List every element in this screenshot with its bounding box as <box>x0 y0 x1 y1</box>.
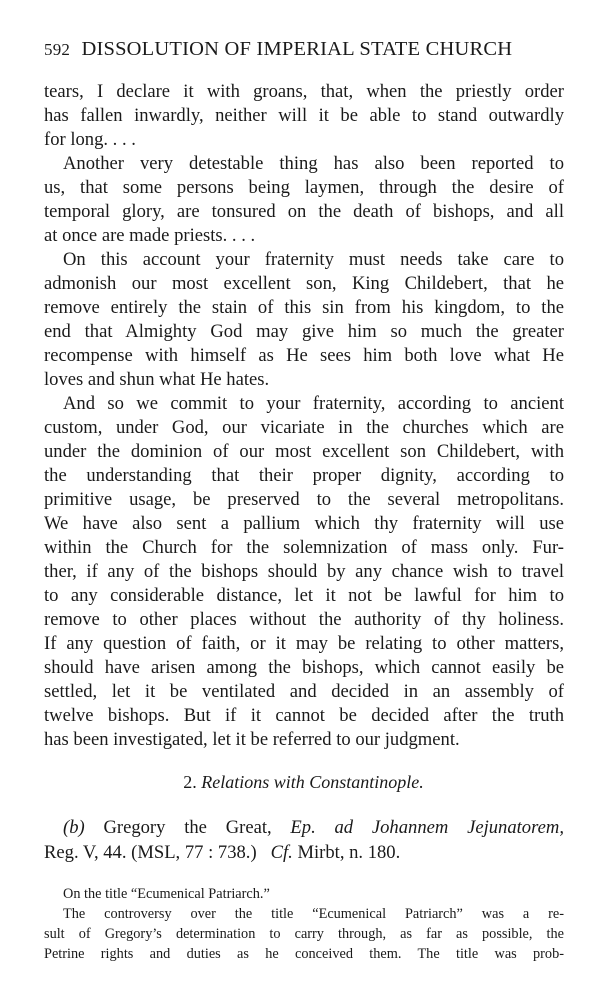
section-number: 2. <box>183 772 197 792</box>
citation-work: Ep. ad Johannem Jejunatorem, <box>290 817 564 838</box>
citation-ref: Reg. V, 44. (MSL, 77 : 738.) <box>44 842 257 863</box>
source-citation <box>44 815 564 865</box>
citation-mirbt: Mirbt, n. 180. <box>297 842 401 863</box>
citation-label: (b) <box>63 817 85 838</box>
text-line: remove entirely the stain of this sin from his kingdom, to the <box>44 297 564 318</box>
text-line: settled, let it be ventilated and decided in an assembly of <box>44 681 564 702</box>
text-line: On this account your fraternity must needs take care to <box>63 249 564 270</box>
text-line: If any question of faith, or it may be relating to other matters, <box>44 633 564 654</box>
section-title: Relations with Constantinople. <box>201 772 424 792</box>
text-line: loves and shun what He hates. <box>44 369 270 390</box>
text-line: custom, under God, our vicariate in the churches which are <box>44 417 564 438</box>
text-line: for long. . . . <box>44 129 136 150</box>
text-line: remove to other places without the authority of thy holiness. <box>44 609 564 630</box>
text-line: ther, if any of the bishops should by any chance wish to travel <box>44 561 564 582</box>
body-text <box>44 80 564 752</box>
section-heading <box>0 772 607 793</box>
note-line: The controversy over the title “Ecumenical Patriarch” was a re- <box>63 906 564 922</box>
text-line: within the Church for the solemnization of mass only. Fur- <box>44 537 564 558</box>
text-line: us, that some persons being laymen, through the desire of <box>44 177 564 198</box>
text-line: recompense with himself as He sees him both love what He <box>44 345 564 366</box>
text-line: admonish our most excellent son, King Childebert, that he <box>44 273 564 294</box>
text-line: tears, I declare it with groans, that, when the priestly order <box>44 81 564 102</box>
editorial-note <box>44 884 564 964</box>
citation-author: Gregory the Great, <box>103 817 272 838</box>
running-title: DISSOLUTION OF IMPERIAL STATE CHURCH <box>81 38 513 60</box>
note-line: Petrine rights and duties as he conceived them. The title was prob- <box>44 946 564 962</box>
running-header <box>44 38 564 61</box>
text-line: the understanding that their proper dignity, according to <box>44 465 564 486</box>
text-line: temporal glory, are tonsured on the death of bishops, and all <box>44 201 564 222</box>
text-line: Another very detestable thing has also been reported to <box>63 153 564 174</box>
note-line: On the title “Ecumenical Patriarch.” <box>63 886 270 902</box>
citation-line <box>44 815 564 840</box>
note-line: sult of Gregory’s determination to carry through, as far as possible, the <box>44 926 564 942</box>
text-line: twelve bishops. But if it cannot be decided after the truth <box>44 705 564 726</box>
text-line: has fallen inwardly, neither will it be able to stand outwardly <box>44 105 564 126</box>
text-line: under the dominion of our most excellent son Childebert, with <box>44 441 564 462</box>
citation-cf: Cf. <box>270 842 293 863</box>
text-line: should have arisen among the bishops, which cannot easily be <box>44 657 564 678</box>
text-line: end that Almighty God may give him so much the greater <box>44 321 564 342</box>
page-number: 592 <box>44 40 71 59</box>
text-line: to any considerable distance, let it not be lawful for him to <box>44 585 564 606</box>
text-line: has been investigated, let it be referred to our judgment. <box>44 729 460 750</box>
text-line: We have also sent a pallium which thy fraternity will use <box>44 513 564 534</box>
text-line: at once are made priests. . . . <box>44 225 256 246</box>
text-line: And so we commit to your fraternity, according to ancient <box>63 393 564 414</box>
text-line: primitive usage, be preserved to the several metropolitans. <box>44 489 564 510</box>
citation-line <box>44 840 564 865</box>
